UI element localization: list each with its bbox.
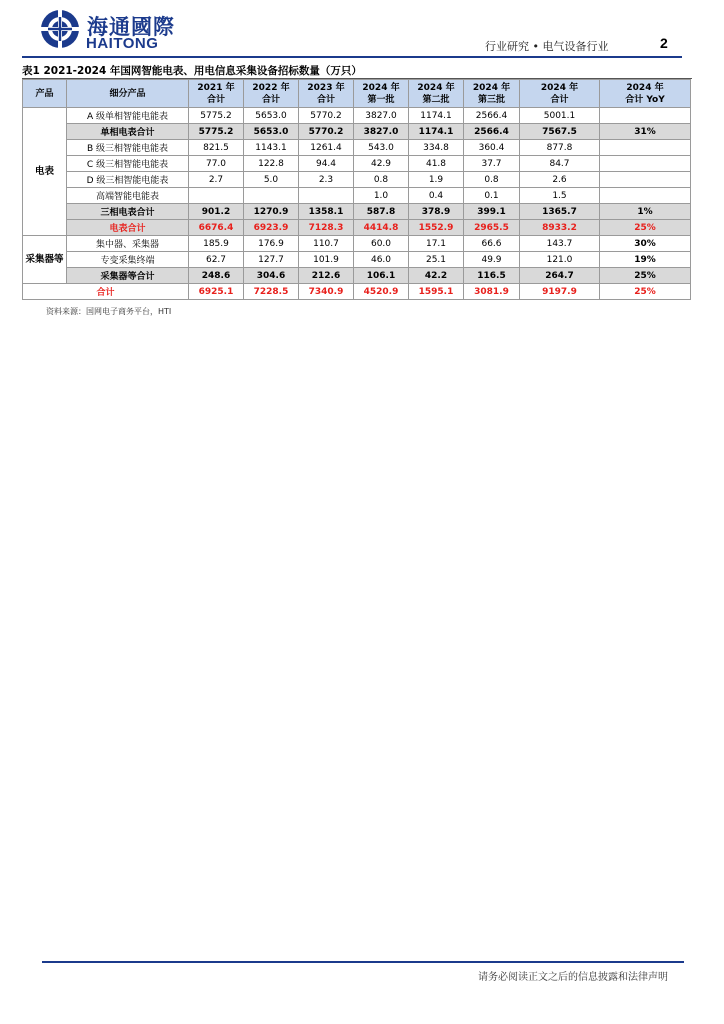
table-cell: 2965.5 (464, 220, 520, 236)
table-cell (600, 188, 691, 204)
table-cell: 264.7 (520, 268, 600, 284)
row-label: 三相电表合计 (67, 204, 189, 220)
table-cell: 2.3 (299, 172, 354, 188)
table-cell: 30% (600, 236, 691, 252)
column-header: 2024 年 第二批 (409, 80, 464, 108)
table-cell: 84.7 (520, 156, 600, 172)
table-cell: 42.9 (354, 156, 409, 172)
table-cell (600, 140, 691, 156)
table-cell: 901.2 (189, 204, 244, 220)
table-cell: 1595.1 (409, 284, 464, 300)
table-cell: 19% (600, 252, 691, 268)
table-cell: 1270.9 (244, 204, 299, 220)
logo-text-cn: 海通國際 (87, 15, 175, 39)
row-label: 专变采集终端 (67, 252, 189, 268)
table-cell: 5653.0 (244, 108, 299, 124)
table-cell: 543.0 (354, 140, 409, 156)
table-cell: 360.4 (464, 140, 520, 156)
table-row (23, 156, 691, 172)
table-cell: 334.8 (409, 140, 464, 156)
table-cell (189, 188, 244, 204)
table-cell: 49.9 (464, 252, 520, 268)
table-cell: 3827.0 (354, 108, 409, 124)
column-header: 2021 年 合计 (189, 80, 244, 108)
table-cell: 31% (600, 124, 691, 140)
column-header: 产品 (23, 80, 67, 108)
table-cell: 7340.9 (299, 284, 354, 300)
table-cell: 5770.2 (299, 108, 354, 124)
row-label: D 级三相智能电能表 (67, 172, 189, 188)
table-cell: 66.6 (464, 236, 520, 252)
row-label: 合计 (23, 284, 189, 300)
table-cell: 25% (600, 268, 691, 284)
table-cell: 25.1 (409, 252, 464, 268)
page-number: 2 (660, 35, 668, 51)
table-row (23, 140, 691, 156)
table-cell: 304.6 (244, 268, 299, 284)
subtotal-row (23, 268, 691, 284)
table-cell: 1174.1 (409, 108, 464, 124)
bid-quantity-table (22, 79, 691, 300)
column-header: 2024 年 合计 (520, 80, 600, 108)
table-cell: 378.9 (409, 204, 464, 220)
row-label: C 级三相智能电能表 (67, 156, 189, 172)
table-cell: 1.5 (520, 188, 600, 204)
logo-text-en: HAITONG (86, 35, 159, 52)
group-label-meter: 电表 (23, 108, 67, 236)
table-cell: 587.8 (354, 204, 409, 220)
table-cell: 127.7 (244, 252, 299, 268)
column-header: 2024 年 合计 YoY (600, 80, 691, 108)
table-cell: 1143.1 (244, 140, 299, 156)
table-cell: 3827.0 (354, 124, 409, 140)
table-cell: 185.9 (189, 236, 244, 252)
table-cell: 1.9 (409, 172, 464, 188)
haitong-emblem-icon (40, 9, 80, 49)
table-cell: 248.6 (189, 268, 244, 284)
table-cell: 0.8 (354, 172, 409, 188)
table-cell: 101.9 (299, 252, 354, 268)
table-cell: 2566.4 (464, 108, 520, 124)
table-cell: 821.5 (189, 140, 244, 156)
table-cell: 41.8 (409, 156, 464, 172)
table-cell: 5770.2 (299, 124, 354, 140)
table-cell: 116.5 (464, 268, 520, 284)
table-cell: 7128.3 (299, 220, 354, 236)
table-cell: 6923.9 (244, 220, 299, 236)
table-cell: 9197.9 (520, 284, 600, 300)
table-cell: 1358.1 (299, 204, 354, 220)
table-cell: 7228.5 (244, 284, 299, 300)
table-cell: 1% (600, 204, 691, 220)
table-cell (600, 108, 691, 124)
table-cell: 3081.9 (464, 284, 520, 300)
table-cell: 62.7 (189, 252, 244, 268)
table-cell: 2.6 (520, 172, 600, 188)
table-cell: 1365.7 (520, 204, 600, 220)
table-cell: 0.8 (464, 172, 520, 188)
meter-total-row (23, 220, 691, 236)
subtotal-row (23, 124, 691, 140)
table-cell: 399.1 (464, 204, 520, 220)
table-cell: 8933.2 (520, 220, 600, 236)
table-cell: 25% (600, 284, 691, 300)
table-row (23, 252, 691, 268)
column-header: 细分产品 (67, 80, 189, 108)
table-cell: 5001.1 (520, 108, 600, 124)
group-label-collector: 采集器等 (23, 236, 67, 284)
table-cell (244, 188, 299, 204)
header-section-label: 行业研究 • 电气设备行业 (485, 40, 609, 53)
table-cell: 0.1 (464, 188, 520, 204)
table-row (23, 188, 691, 204)
table-cell (299, 188, 354, 204)
table-cell: 122.8 (244, 156, 299, 172)
table-cell: 60.0 (354, 236, 409, 252)
column-header: 2024 年 第一批 (354, 80, 409, 108)
table-cell: 6925.1 (189, 284, 244, 300)
table-row (23, 172, 691, 188)
table-cell: 212.6 (299, 268, 354, 284)
header-divider (22, 56, 682, 58)
row-label: 电表合计 (67, 220, 189, 236)
table-cell: 1174.1 (409, 124, 464, 140)
table-row (23, 108, 691, 124)
table-cell: 94.4 (299, 156, 354, 172)
footer-disclaimer: 请务必阅读正文之后的信息披露和法律声明 (478, 972, 668, 983)
table-cell: 1.0 (354, 188, 409, 204)
table-cell: 7567.5 (520, 124, 600, 140)
table-cell: 4414.8 (354, 220, 409, 236)
table-cell: 106.1 (354, 268, 409, 284)
row-label: 单相电表合计 (67, 124, 189, 140)
table-cell: 37.7 (464, 156, 520, 172)
footer-divider (42, 961, 684, 963)
table-caption: 表1 2021-2024 年国网智能电表、用电信息采集设备招标数量（万只） (22, 65, 362, 77)
table-cell: 0.4 (409, 188, 464, 204)
table-cell: 42.2 (409, 268, 464, 284)
table-header-row (23, 80, 691, 108)
table-cell (600, 172, 691, 188)
row-label: 采集器等合计 (67, 268, 189, 284)
table-cell: 4520.9 (354, 284, 409, 300)
table-cell: 1261.4 (299, 140, 354, 156)
table-cell: 110.7 (299, 236, 354, 252)
row-label: 集中器、采集器 (67, 236, 189, 252)
table-cell: 5653.0 (244, 124, 299, 140)
column-header: 2022 年 合计 (244, 80, 299, 108)
row-label: A 级单相智能电能表 (67, 108, 189, 124)
table-cell: 5775.2 (189, 108, 244, 124)
table-cell: 2566.4 (464, 124, 520, 140)
table-cell: 77.0 (189, 156, 244, 172)
table-cell: 5775.2 (189, 124, 244, 140)
table-cell: 17.1 (409, 236, 464, 252)
table-row (23, 236, 691, 252)
column-header: 2023 年 合计 (299, 80, 354, 108)
table-cell: 176.9 (244, 236, 299, 252)
table-cell: 2.7 (189, 172, 244, 188)
haitong-logo (40, 9, 175, 53)
column-header: 2024 年 第三批 (464, 80, 520, 108)
subtotal-row (23, 204, 691, 220)
table-cell: 143.7 (520, 236, 600, 252)
table-cell: 1552.9 (409, 220, 464, 236)
table-cell: 46.0 (354, 252, 409, 268)
row-label: 高端智能电能表 (67, 188, 189, 204)
row-label: B 级三相智能电能表 (67, 140, 189, 156)
table-cell: 121.0 (520, 252, 600, 268)
source-note: 资料来源：国网电子商务平台，HTI (46, 307, 172, 316)
table-cell: 25% (600, 220, 691, 236)
table-cell (600, 156, 691, 172)
grand-total-row (23, 284, 691, 300)
table-cell: 5.0 (244, 172, 299, 188)
table-cell: 6676.4 (189, 220, 244, 236)
table-cell: 877.8 (520, 140, 600, 156)
